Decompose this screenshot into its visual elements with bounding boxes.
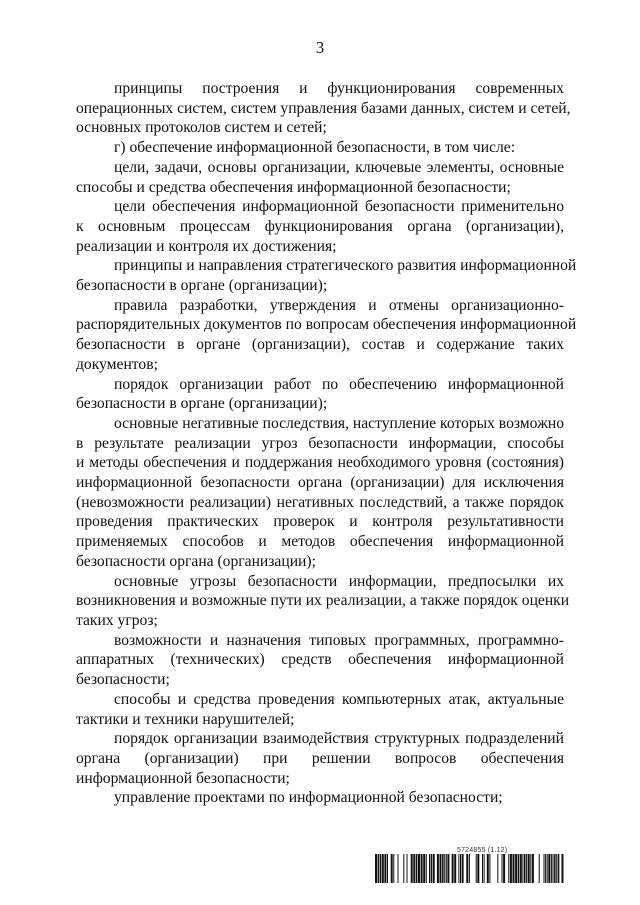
barcode-bar [442, 854, 444, 883]
text-line: безопасности в органе (организации); [76, 277, 328, 295]
barcode-bar [532, 854, 534, 883]
barcode-bar [426, 854, 427, 883]
barcode-bar [393, 854, 394, 883]
barcode-bar [548, 854, 550, 883]
barcode-bar [530, 854, 531, 883]
barcode-bar [446, 854, 447, 883]
barcode-bar [515, 854, 517, 883]
text-line: таких угроз; [76, 611, 158, 629]
barcode-bar [469, 854, 470, 883]
barcode-bar [391, 854, 393, 883]
text-line: принципы и направления стратегического развития информационной [114, 257, 577, 275]
barcode-bar [553, 854, 554, 883]
barcode-bar [528, 854, 530, 883]
text-line: безопасности; [76, 671, 170, 689]
text-line: документов; [76, 355, 158, 373]
barcode-bar [423, 854, 425, 883]
barcode-bar [398, 854, 399, 883]
text-line: основные негативные последствия, наступление которых возможно [114, 414, 564, 432]
barcode-bar [482, 854, 483, 883]
barcode-bar [539, 854, 540, 883]
text-line: возможности и назначения типовых программных, программно- [114, 631, 564, 649]
page-number: 3 [315, 38, 325, 57]
text-line: реализации и контроля их достижения; [76, 237, 337, 255]
barcode-bar [562, 854, 564, 883]
text-line: органа (организации) при решении вопросов обеспечения [76, 749, 564, 767]
document-code: 5724855 (1.12) [457, 847, 508, 854]
text-line: способы и средства проведения компьютерных атак, актуальные [114, 690, 564, 708]
barcode-bar [466, 854, 468, 883]
barcode-bar [524, 854, 526, 883]
barcode-bar [418, 854, 420, 883]
barcode-bar [416, 854, 418, 883]
text-line: способы и средства обеспечения информационной безопасности; [76, 178, 511, 196]
barcode-bar [544, 854, 545, 883]
barcode-bar [375, 854, 377, 883]
text-line: возникновения и возможные пути их реализации, а также порядок оценки [76, 592, 570, 610]
text-line: управление проектами по информационной безопасности; [114, 789, 503, 807]
text-line: операционных систем, систем управления базами данных, систем и сетей, [76, 99, 571, 117]
barcode-bar [477, 854, 479, 883]
barcode-bar [489, 854, 490, 883]
barcode-bar [444, 854, 445, 883]
barcode-bar [384, 854, 386, 883]
barcode-bar [513, 854, 515, 883]
text-line: безопасности в органе (организации), состав и содержание таких [76, 336, 564, 354]
barcode-bar [558, 854, 560, 883]
barcode-bar [380, 854, 382, 883]
barcode-bar [520, 854, 522, 883]
barcode-bar [437, 854, 439, 883]
barcode-bar [518, 854, 520, 883]
barcode-bar [452, 854, 454, 883]
barcode-bar [554, 854, 556, 883]
text-line: информационной безопасности; [76, 769, 290, 787]
barcode-bar [413, 854, 415, 883]
barcode-bar [547, 854, 548, 883]
barcode-bar [421, 854, 423, 883]
text-line: правила разработки, утверждения и отмены организационно- [114, 296, 564, 314]
barcode-bar [458, 854, 459, 883]
text-line: в результате реализации угроз безопасности информации, способы [76, 434, 564, 452]
text-line: (невозможности реализации) негативных последствий, а также порядок [76, 493, 564, 511]
barcode-bar [526, 854, 527, 883]
barcode-bar [411, 854, 413, 883]
barcode-bar [487, 854, 489, 883]
barcode-bar [447, 854, 449, 883]
text-line: информационной безопасности органа (организации) для исключения [76, 474, 564, 492]
barcode-bar [476, 854, 477, 883]
barcode-bar [510, 854, 512, 883]
barcode-bar [545, 854, 546, 883]
text-line: порядок организации работ по обеспечению информационной [114, 375, 564, 393]
text-line: безопасности органа (организации); [76, 552, 316, 570]
barcode-bar [497, 854, 498, 883]
barcode-bar [484, 854, 485, 883]
text-line: порядок организации взаимодействия структурных подразделений [114, 730, 564, 748]
barcode-bar [429, 854, 430, 883]
document-body [76, 79, 577, 808]
text-line: цели обеспечения информационной безопасности применительно [114, 198, 564, 216]
text-line: безопасности в органе (организации); [76, 395, 328, 413]
barcode-bar [522, 854, 523, 883]
barcode-bar [502, 854, 503, 883]
barcode-bar [378, 854, 380, 883]
barcode-bar [387, 854, 388, 883]
barcode [375, 854, 564, 883]
barcode-bar [431, 854, 433, 883]
barcode-bar [462, 854, 464, 883]
barcode-bar [551, 854, 552, 883]
barcode-bar [556, 854, 557, 883]
barcode-bar [433, 854, 435, 883]
barcode-bar [440, 854, 442, 883]
text-line: и методы обеспечения и поддержания необходимого уровня (состояния) [76, 454, 564, 472]
barcode-bar [407, 854, 408, 883]
barcode-bar [503, 854, 505, 883]
barcode-bar [508, 854, 509, 883]
barcode-bar [382, 854, 384, 883]
barcode-bar [454, 854, 456, 883]
text-line: распорядительных документов по вопросам обеспечения информационной [76, 316, 577, 334]
text-line: основные угрозы безопасности информации, предпосылки их [114, 572, 564, 590]
text-line: основных протоколов систем и сетей; [76, 119, 327, 137]
text-line: цели, задачи, основы организации, ключевые элементы, основные [114, 158, 564, 176]
barcode-bar [403, 854, 404, 883]
text-line: тактики и техники нарушителей; [76, 710, 295, 728]
text-line: принципы построения и функционирования современных [114, 80, 564, 97]
text-line: г) обеспечение информационной безопасности, в том числе: [114, 139, 516, 157]
barcode-bar [460, 854, 461, 883]
text-line: к основным процессам функционирования органа (организации), [76, 217, 564, 235]
text-line: применяемых способов и методов обеспечения информационной [76, 533, 564, 551]
text-line: аппаратных (технических) средств обеспечения информационной [76, 651, 564, 669]
text-line: проведения практических проверок и контроля результативности [76, 513, 564, 531]
